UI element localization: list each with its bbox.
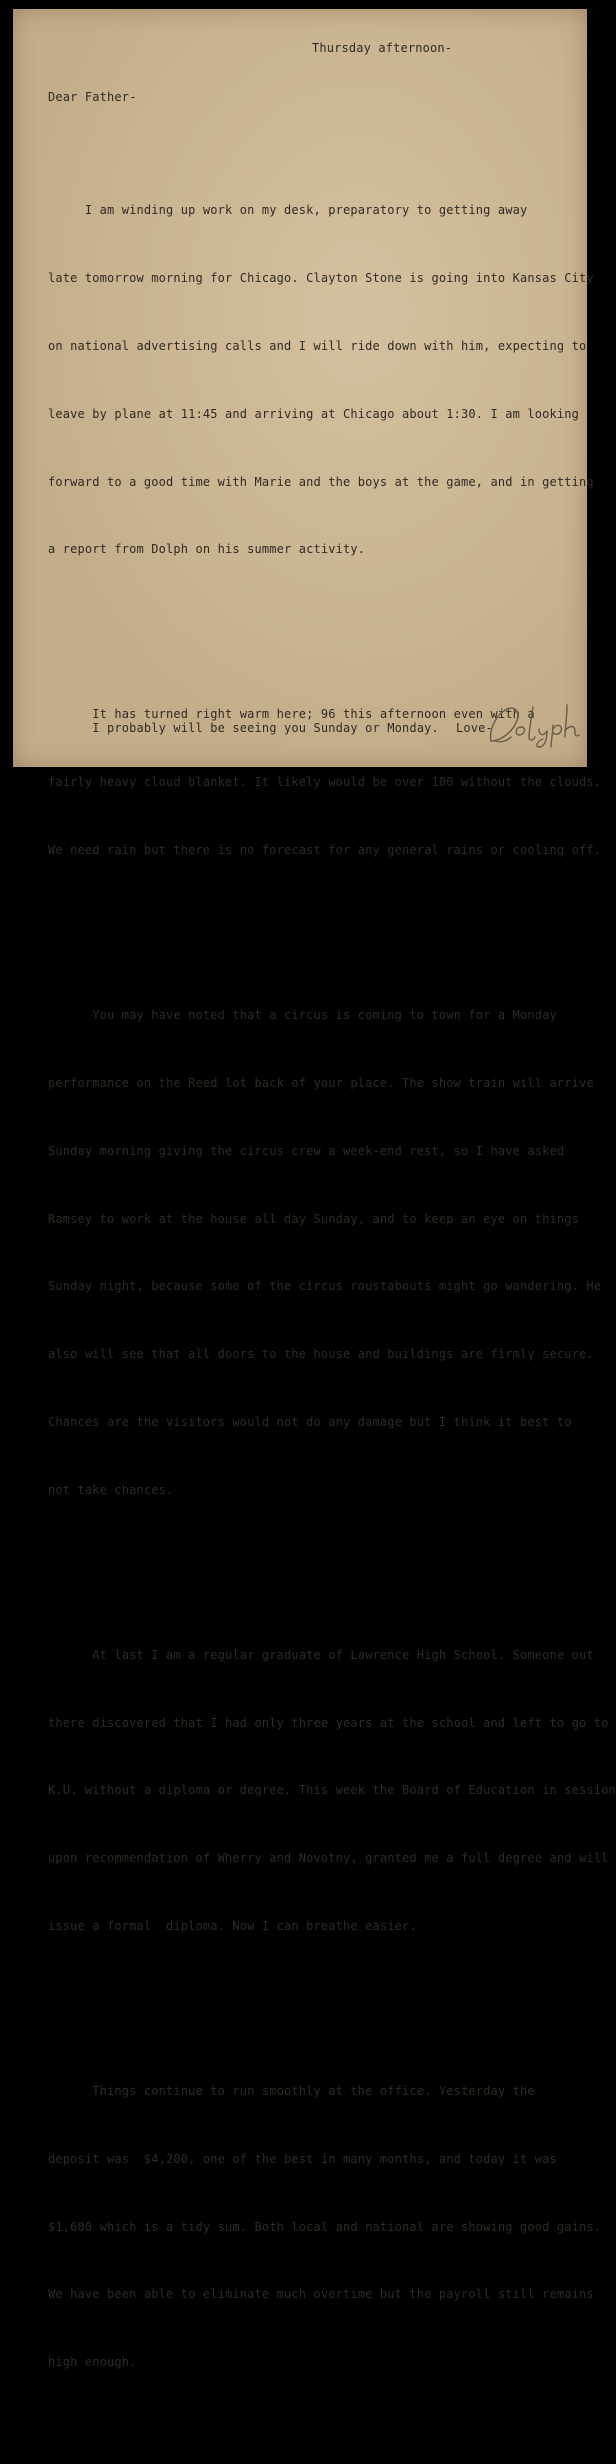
text-line: issue a formal diploma. Now I can breathe easier.: [48, 1918, 417, 1933]
text-line: Things continue to run smoothly at the office. Yesterday the: [48, 2084, 535, 2099]
text-line: Sunday morning giving the circus crew a week-end rest, so I have asked: [48, 1143, 565, 1158]
paragraph: [48, 1599, 616, 1983]
text-line: K.U. without a diploma or degree. This week the Board of Education in session: [48, 1783, 616, 1798]
text-line: there discovered that I had only three years at the school and left to go to: [48, 1715, 609, 1730]
text-line: It has turned right warm here; 96 this afternoon even with a: [48, 707, 535, 722]
text-line: At last I am a regular graduate of Lawrence High School. Someone out: [48, 1647, 594, 1662]
text-line: $1,600 which is a tidy sum. Both local and national are showing good gains.: [48, 2219, 602, 2234]
paragraph: [48, 658, 616, 907]
text-line: I am winding up work on my desk, preparatory to getting away: [48, 203, 528, 218]
signoff: Love-: [456, 721, 493, 735]
handwritten-signature: [481, 701, 591, 749]
text-line: performance on the Reed lot back of your place. The show train will arrive: [48, 1075, 594, 1090]
text-line: Ramsey to work at the house all day Sunday, and to keep an eye on things: [48, 1211, 579, 1226]
paragraph: [48, 2035, 616, 2419]
text-line: not take chances.: [48, 1482, 174, 1497]
text-line: forward to a good time with Marie and the boys at the game, and in getting: [48, 474, 594, 489]
text-line: You may have noted that a circus is coming to town for a Monday: [48, 1008, 557, 1023]
text-line: deposit was $4,200, one of the best in many months, and today it was: [48, 2151, 557, 2166]
closing-line: I probably will be seeing you Sunday or Monday.: [48, 721, 439, 735]
paragraph: [48, 959, 616, 1546]
text-line: leave by plane at 11:45 and arriving at Chicago about 1:30. I am looking: [48, 406, 579, 421]
paragraph: [48, 154, 616, 606]
text-line: a report from Dolph on his summer activity.: [48, 542, 366, 557]
text-line: also will see that all doors to the house and buildings are firmly secure.: [48, 1347, 594, 1362]
text-line: fairly heavy cloud blanket. It likely would be over 100 without the clouds.: [48, 775, 602, 790]
dateline: Thursday afternoon-: [312, 41, 453, 55]
text-line: We need rain but there is no forecast for any general rains or cooling off.: [48, 843, 602, 857]
text-line: Sunday night, because some of the circus roustabouts might go wandering. He: [48, 1279, 602, 1294]
text-line: on national advertising calls and I will ride down with him, expecting to: [48, 338, 587, 353]
text-line: high enough.: [48, 2355, 137, 2370]
letter-page: [13, 9, 616, 2370]
letter-body: [48, 109, 616, 2464]
text-line: late tomorrow morning for Chicago. Clayton Stone is going into Kansas City: [48, 271, 594, 286]
text-line: Chances are the visitors would not do any damage but I think it best to: [48, 1414, 572, 1429]
salutation: Dear Father-: [48, 90, 137, 104]
text-line: upon recommendation of Wherry and Novotny, granted me a full degree and will: [48, 1851, 609, 1866]
text-line: We have been able to eliminate much overtime but the payroll still remains: [48, 2287, 594, 2302]
